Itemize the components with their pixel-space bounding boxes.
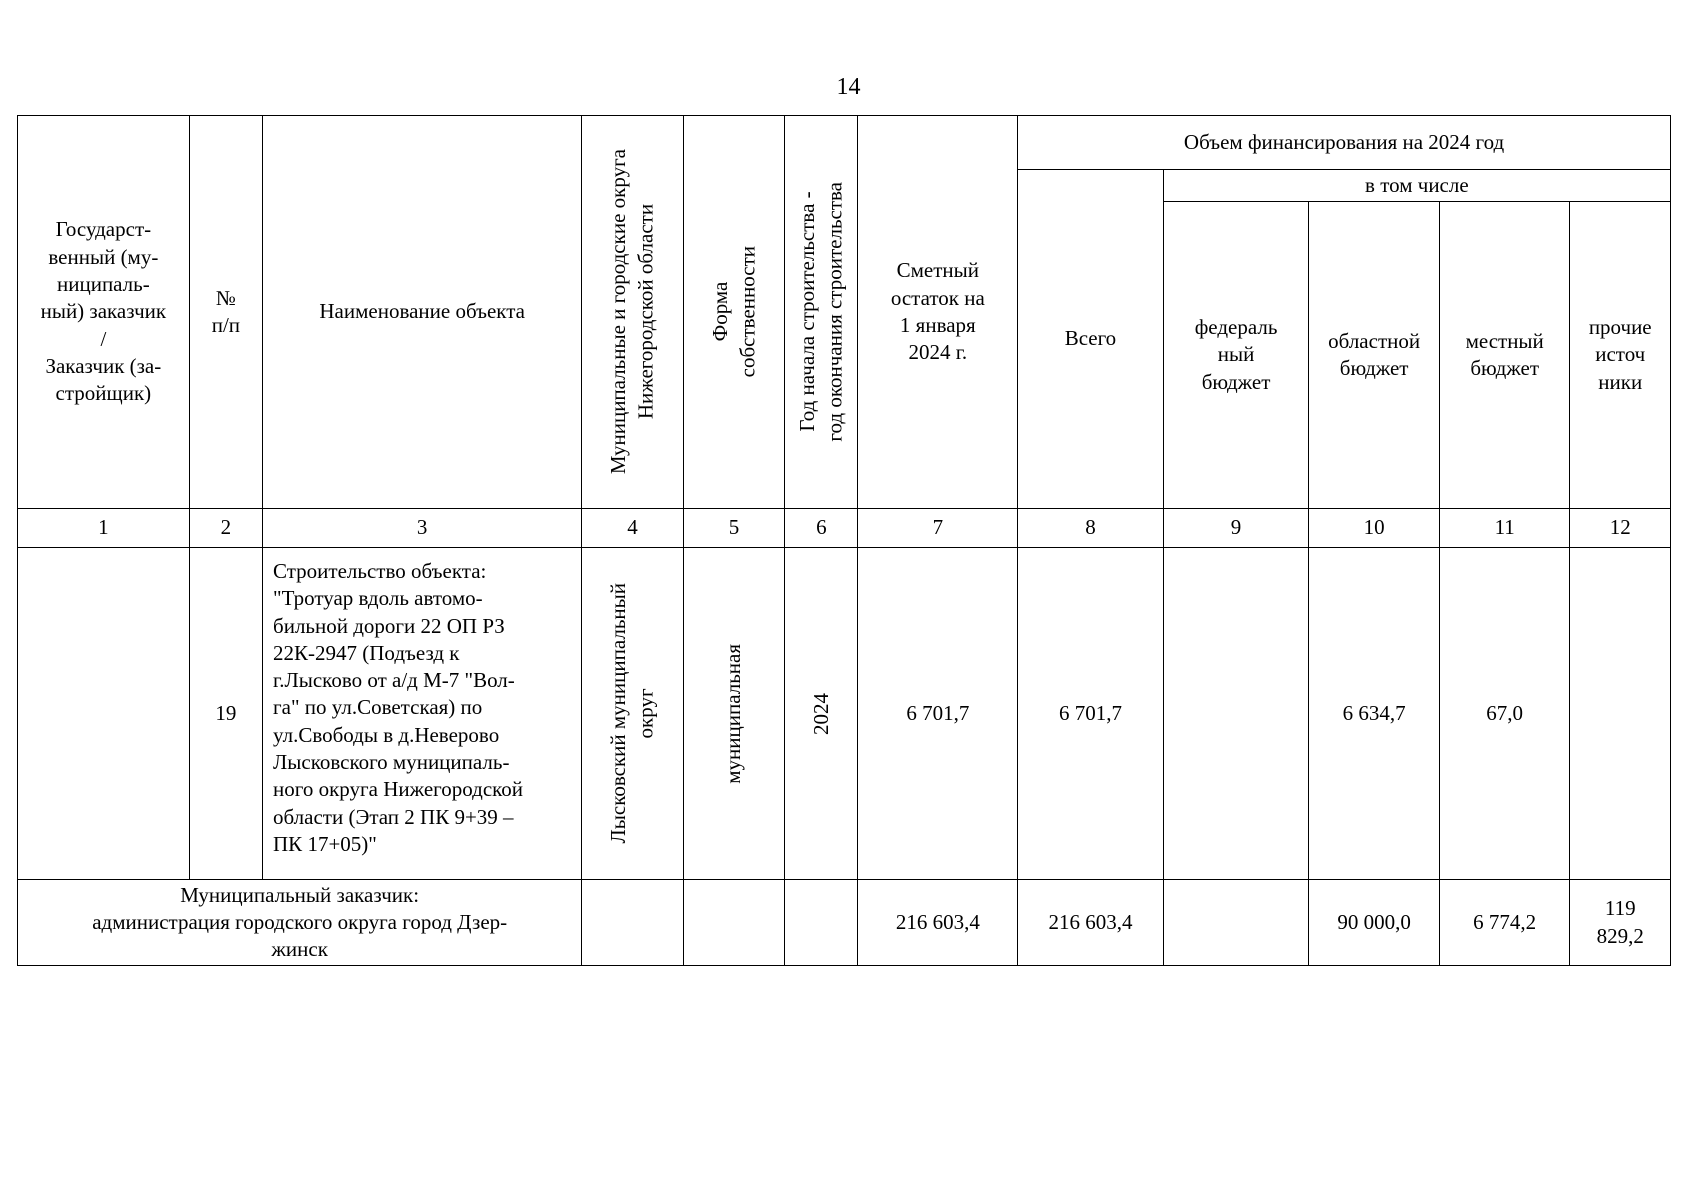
- header-district: Муниципальные и городские округа Нижегородской области: [606, 149, 658, 475]
- header-ownership-cell: [683, 116, 784, 509]
- row-district-cell: [582, 548, 683, 880]
- row-ownership: муниципальная: [721, 643, 746, 784]
- column-number: 9: [1163, 509, 1309, 548]
- row-regional: 6 634,7: [1309, 548, 1440, 880]
- column-number: 8: [1018, 509, 1164, 548]
- column-number: 1: [18, 509, 190, 548]
- header-balance: Сметный остаток на 1 января 2024 г.: [858, 116, 1018, 509]
- column-number: 7: [858, 509, 1018, 548]
- header-years-cell: [785, 116, 858, 509]
- header-funding: Объем финансирования на 2024 год: [1018, 116, 1671, 170]
- summary-customer: Муниципальный заказчик: администрация городского округа город Дзер- жинск: [18, 880, 582, 966]
- summary-ownership: [683, 880, 784, 966]
- column-number: 3: [263, 509, 582, 548]
- row-year: 2024: [808, 692, 833, 735]
- summary-federal: [1163, 880, 1309, 966]
- header-federal: федераль ный бюджет: [1163, 202, 1309, 509]
- column-number: 2: [189, 509, 262, 548]
- row-total: 6 701,7: [1018, 548, 1164, 880]
- summary-total: 216 603,4: [1018, 880, 1164, 966]
- summary-row: [18, 880, 1671, 966]
- row-balance: 6 701,7: [858, 548, 1018, 880]
- summary-year: [785, 880, 858, 966]
- column-number-row: [18, 509, 1671, 548]
- row-other: [1570, 548, 1671, 880]
- summary-regional: 90 000,0: [1309, 880, 1440, 966]
- page-number: 14: [836, 74, 861, 100]
- header-ownership: Форма собственности: [707, 246, 759, 378]
- investment-table: [17, 115, 1671, 966]
- row-district: Лысковский муниципальный округ: [606, 583, 658, 844]
- header-object-name: Наименование объекта: [263, 116, 582, 509]
- header-other: прочие источ ники: [1570, 202, 1671, 509]
- row-local: 67,0: [1439, 548, 1570, 880]
- row-federal: [1163, 548, 1309, 880]
- summary-local: 6 774,2: [1439, 880, 1570, 966]
- header-total: Всего: [1018, 170, 1164, 509]
- header-row-1: [18, 116, 1671, 170]
- summary-balance: 216 603,4: [858, 880, 1018, 966]
- header-local: местный бюджет: [1439, 202, 1570, 509]
- row-number: 19: [189, 548, 262, 880]
- header-customer: Государст- венный (му- ниципаль- ный) заказчик / Заказчик (за- стройщик): [18, 116, 190, 509]
- header-row-number: № п/п: [189, 116, 262, 509]
- summary-district: [582, 880, 683, 966]
- column-number: 5: [683, 509, 784, 548]
- row-ownership-cell: [683, 548, 784, 880]
- column-number: 4: [582, 509, 683, 548]
- row-customer: [18, 548, 190, 880]
- summary-other: 119 829,2: [1570, 880, 1671, 966]
- header-including: в том числе: [1163, 170, 1670, 202]
- header-years: Год начала строительства - год окончания строительства: [795, 182, 847, 442]
- column-number: 12: [1570, 509, 1671, 548]
- column-number: 6: [785, 509, 858, 548]
- column-number: 10: [1309, 509, 1440, 548]
- header-district-cell: [582, 116, 683, 509]
- column-number: 11: [1439, 509, 1570, 548]
- row-year-cell: [785, 548, 858, 880]
- table-row: [18, 548, 1671, 880]
- row-object-name: Строительство объекта: "Тротуар вдоль автомо- бильной дороги 22 ОП РЗ 22К-2947 (Подъезд к г.Лысково от а/д М-7 "Вол- га" по ул.Советская) по ул.Свободы в д.Неверово Лысковского муниципаль- ного округа Нижегородской области (Этап 2 ПК 9+39 – ПК 17+05)": [263, 548, 582, 880]
- header-regional: областной бюджет: [1309, 202, 1440, 509]
